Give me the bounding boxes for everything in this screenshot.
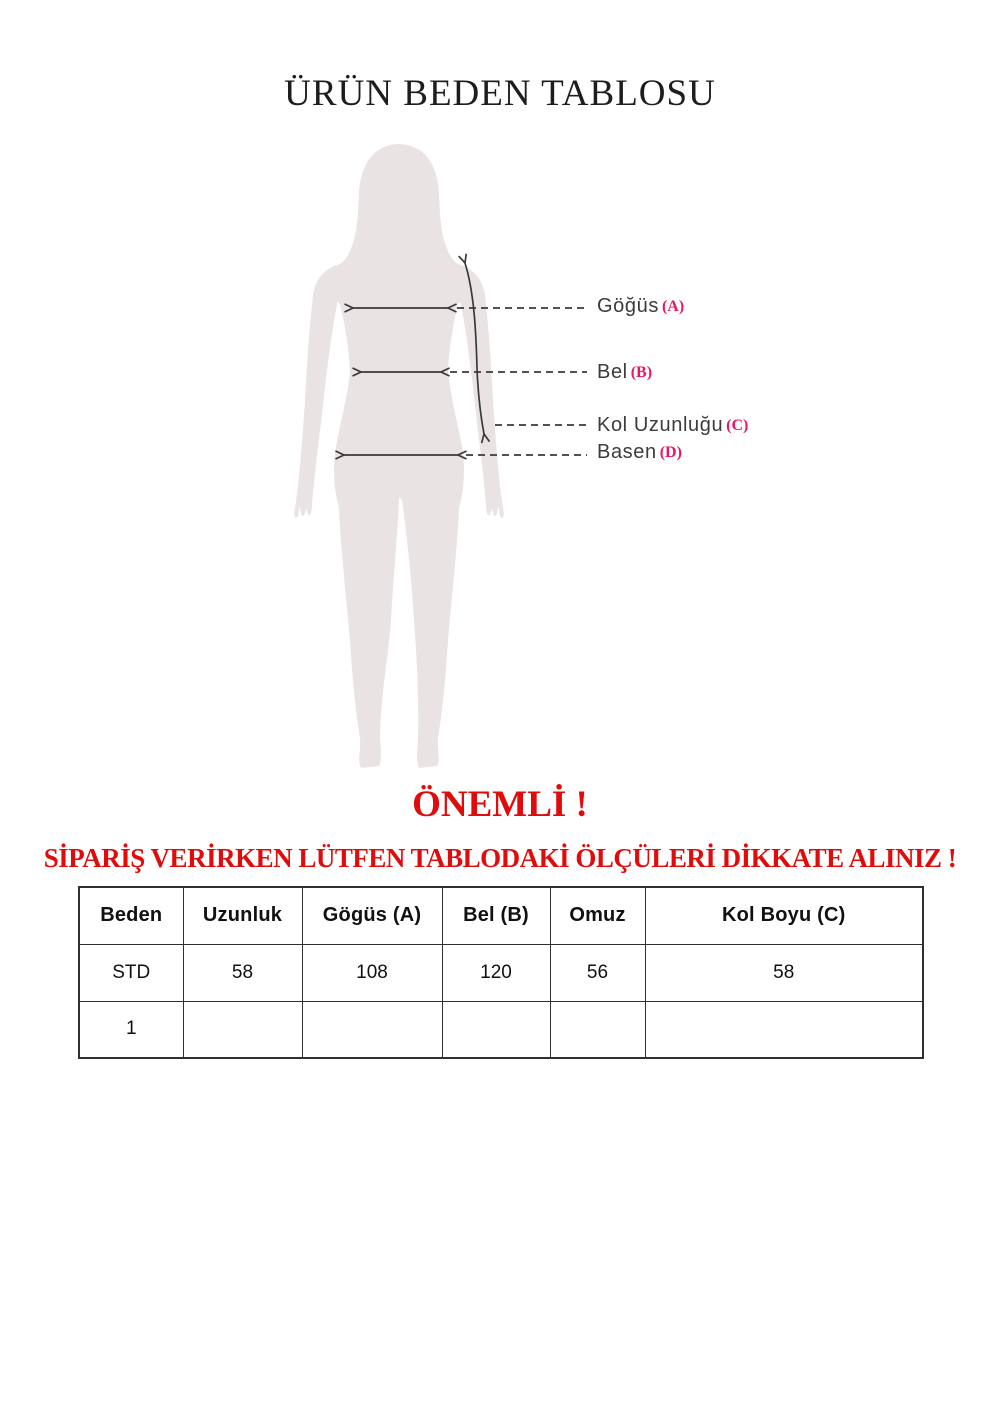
measure-label-kol-uzunlugu <box>597 411 748 439</box>
table-row <box>79 1001 923 1058</box>
measure-name: Basen <box>597 441 657 463</box>
header-uzunluk: Uzunluk <box>183 887 302 944</box>
silhouette-right-arm <box>459 266 504 518</box>
cell-omuz: 56 <box>550 944 645 1001</box>
female-silhouette <box>318 144 480 768</box>
measure-name: Göğüs <box>597 295 659 317</box>
silhouette-left-arm <box>294 266 339 518</box>
cell-bel: 120 <box>442 944 550 1001</box>
cell-gogus <box>302 1001 442 1058</box>
size-table-header-row <box>79 887 923 944</box>
cell-beden: 1 <box>79 1001 183 1058</box>
size-table <box>78 886 924 1059</box>
page-title: ÜRÜN BEDEN TABLOSU <box>284 73 716 114</box>
important-heading: ÖNEMLİ ! <box>412 784 588 825</box>
important-note: SİPARİŞ VERİRKEN LÜTFEN TABLODAKİ ÖLÇÜLERİ DİKKATE ALINIZ ! <box>43 843 957 873</box>
header-gogus: Gögüs (A) <box>302 887 442 944</box>
cell-uzunluk <box>183 1001 302 1058</box>
measure-letter: (B) <box>630 364 653 381</box>
measure-letter: (A) <box>661 298 685 315</box>
cell-omuz <box>550 1001 645 1058</box>
cell-kol-boyu: 58 <box>645 944 923 1001</box>
header-kol-boyu: Kol Boyu (C) <box>645 887 923 944</box>
body-measurement-diagram <box>280 130 610 790</box>
measure-letter: (C) <box>726 417 749 434</box>
cell-bel <box>442 1001 550 1058</box>
measure-label-basen <box>597 438 682 466</box>
header-omuz: Omuz <box>550 887 645 944</box>
header-beden: Beden <box>79 887 183 944</box>
cell-gogus: 108 <box>302 944 442 1001</box>
measure-name: Kol Uzunluğu <box>597 414 724 436</box>
measure-name: Bel <box>597 361 628 383</box>
cell-uzunluk: 58 <box>183 944 302 1001</box>
measure-label-gogus <box>597 292 684 320</box>
measure-label-bel <box>597 358 652 386</box>
cell-beden: STD <box>79 944 183 1001</box>
measure-letter: (D) <box>659 444 682 461</box>
cell-kol-boyu <box>645 1001 923 1058</box>
table-row <box>79 944 923 1001</box>
header-bel: Bel (B) <box>442 887 550 944</box>
